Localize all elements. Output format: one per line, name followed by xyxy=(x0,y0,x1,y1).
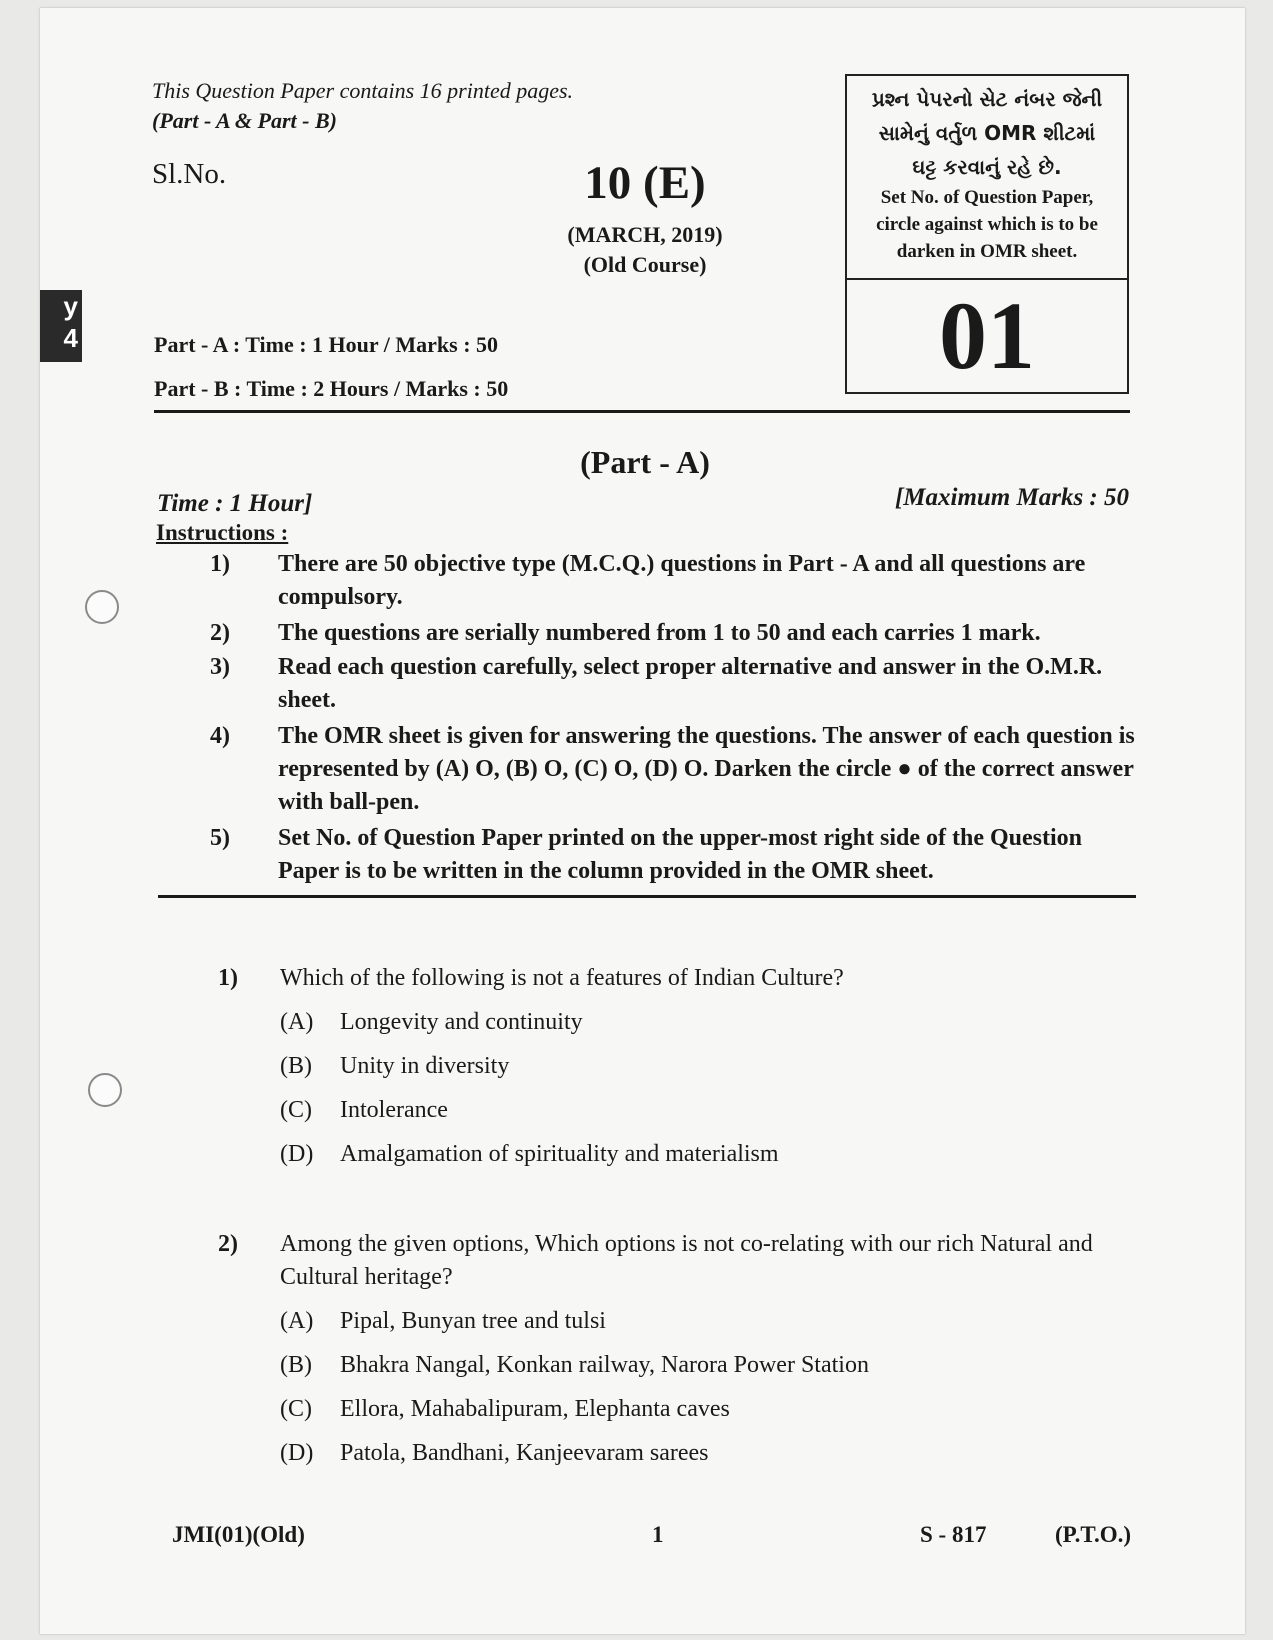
english-line: Set No. of Question Paper, xyxy=(880,187,1094,208)
instruction-number: 2) xyxy=(210,620,230,646)
answer-option xyxy=(280,1437,1138,1470)
option-text: Unity in diversity xyxy=(340,1053,510,1079)
option-label: (B) xyxy=(280,1352,312,1378)
instruction-item xyxy=(210,548,1140,614)
instruction-item xyxy=(210,720,1140,819)
set-number: 01 xyxy=(939,282,1035,389)
serial-number-label: Sl.No. xyxy=(152,158,227,190)
instruction-text: The OMR sheet is given for answering the questions. The answer of each question is represented by (A) O, (B) O, (C) O, (D) O. Darken the circle ● of the correct answer with ball-pen. xyxy=(278,723,1135,815)
answer-option xyxy=(280,1006,1138,1039)
instruction-number: 5) xyxy=(210,825,230,851)
option-label: (A) xyxy=(280,1308,314,1334)
answer-option xyxy=(280,1349,1138,1382)
question-text: Among the given options, Which options is not co-relating with our rich Natural and Cultural heritage? xyxy=(280,1231,1093,1290)
side-tab-digit: 4 xyxy=(63,323,78,353)
series-code: S - 817 xyxy=(920,1522,987,1547)
instruction-number: 1) xyxy=(210,551,230,577)
punch-hole-icon xyxy=(88,1073,122,1107)
answer-option xyxy=(280,1094,1138,1127)
instructions-divider xyxy=(158,895,1136,898)
instruction-text: Set No. of Question Paper printed on the upper-most right side of the Question Paper is to be written in the column provided in the OMR sheet. xyxy=(278,825,1082,884)
instruction-text: Read each question carefully, select proper alternative and answer in the O.M.R. sheet. xyxy=(278,654,1103,713)
option-text: Bhakra Nangal, Konkan railway, Narora Power Station xyxy=(340,1352,869,1378)
paper-intro xyxy=(152,76,573,136)
question-number: 1) xyxy=(218,965,238,991)
answer-option xyxy=(280,1305,1138,1338)
english-line: darken in OMR sheet. xyxy=(896,241,1078,262)
option-text: Longevity and continuity xyxy=(340,1009,583,1035)
question-2 xyxy=(218,1228,1138,1470)
option-label: (B) xyxy=(280,1053,312,1079)
parts-line: (Part - A & Part - B) xyxy=(152,108,337,133)
punch-hole-icon xyxy=(85,590,119,624)
option-label: (C) xyxy=(280,1396,312,1422)
instruction-text: There are 50 objective type (M.C.Q.) questions in Part - A and all questions are compulsory. xyxy=(278,551,1086,610)
footer-code: JMI(01)(Old) xyxy=(172,1522,305,1547)
option-label: (C) xyxy=(280,1097,312,1123)
side-index-tab xyxy=(40,290,82,362)
option-text: Amalgamation of spirituality and materialism xyxy=(340,1141,779,1167)
instruction-text: The questions are serially numbered from 1 to 50 and each carries 1 mark. xyxy=(278,620,1041,646)
question-text: Which of the following is not a features of Indian Culture? xyxy=(280,965,844,991)
answer-option xyxy=(280,1393,1138,1426)
paper-code: 10 (E) xyxy=(584,157,706,209)
option-text: Ellora, Mahabalipuram, Elephanta caves xyxy=(340,1396,730,1422)
set-number-box xyxy=(845,74,1129,394)
instruction-number: 3) xyxy=(210,654,230,680)
part-a-time: Time : 1 Hour] xyxy=(157,490,313,517)
part-b-timing: Part - B : Time : 2 Hours / Marks : 50 xyxy=(154,376,509,401)
question-number: 2) xyxy=(218,1231,238,1257)
gujarati-line: પ્રશ્ન પેપરનો સેટ નંબર જેની xyxy=(871,87,1103,111)
pages-line: This Question Paper contains 16 printed pages. xyxy=(152,78,574,103)
option-text: Patola, Bandhani, Kanjeevaram sarees xyxy=(340,1440,709,1466)
instruction-item xyxy=(210,651,1140,717)
instruction-item xyxy=(210,617,1140,650)
page-number: 1 xyxy=(652,1522,664,1547)
answer-option xyxy=(280,1050,1138,1083)
question-1 xyxy=(218,962,1138,1171)
option-label: (A) xyxy=(280,1009,314,1035)
exam-info xyxy=(520,220,770,280)
option-text: Pipal, Bunyan tree and tulsi xyxy=(340,1308,606,1334)
gujarati-line: સામેનું વર્તુળ OMR શીટમાં xyxy=(878,121,1096,145)
instruction-item xyxy=(210,822,1140,888)
part-a-max-marks: [Maximum Marks : 50 xyxy=(894,484,1129,511)
option-label: (D) xyxy=(280,1141,314,1167)
gujarati-instructions xyxy=(847,76,1127,184)
option-label: (D) xyxy=(280,1440,314,1466)
gujarati-line: ઘટ્ટ કરવાનું રહે છે. xyxy=(912,155,1062,179)
instruction-number: 4) xyxy=(210,723,230,749)
part-a-timing: Part - A : Time : 1 Hour / Marks : 50 xyxy=(154,332,499,357)
answer-option xyxy=(280,1138,1138,1171)
english-line: circle against which is to be xyxy=(876,214,1098,235)
part-a-title: (Part - A) xyxy=(580,444,710,480)
header-divider xyxy=(154,410,1130,413)
course-type: (Old Course) xyxy=(583,252,707,277)
exam-date: (MARCH, 2019) xyxy=(567,222,723,247)
option-text: Intolerance xyxy=(340,1097,448,1123)
set-box-instructions xyxy=(847,76,1127,280)
instructions-heading: Instructions : xyxy=(156,520,289,545)
side-tab-letter: y xyxy=(63,291,78,321)
english-instructions xyxy=(847,184,1127,265)
please-turn-over: (P.T.O.) xyxy=(1055,1522,1132,1547)
